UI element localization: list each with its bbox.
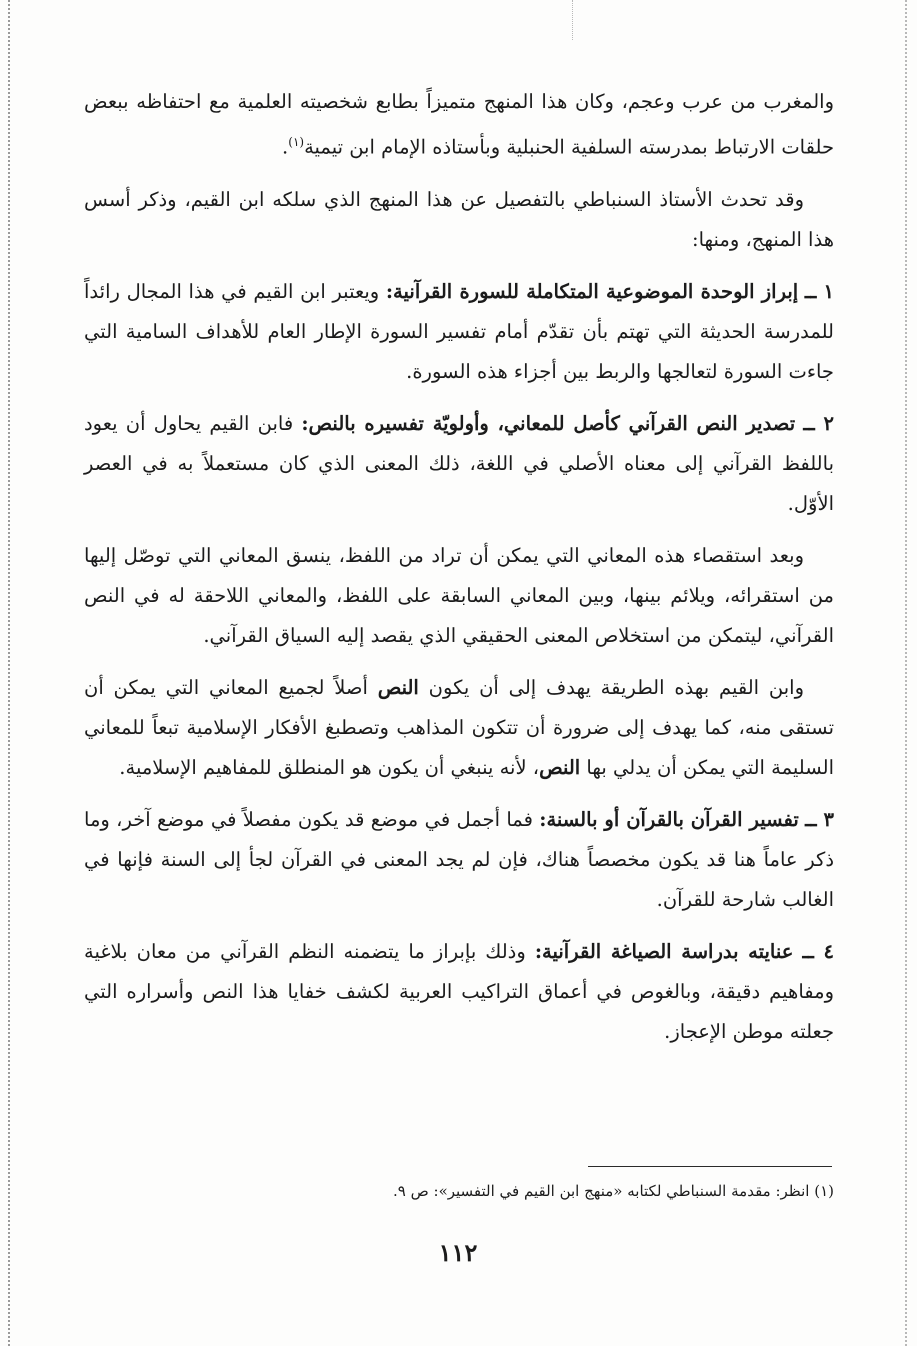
- footnote-marker: (١): [814, 1182, 834, 1200]
- paragraph-1-text: والمغرب من عرب وعجم، وكان هذا المنهج متميزاً بطابع شخصيته العلمية مع احتفاظه ببعض حلقات الارتباط بمدرسته السلفية الحنبلية وبأستاذه الإمام ابن تيمية: [84, 90, 834, 159]
- footnote: [84, 1178, 834, 1204]
- paragraph-point-3: [84, 800, 834, 920]
- paragraph-1-end: .: [282, 135, 289, 159]
- paragraph-2: وقد تحدث الأستاذ السنباطي بالتفصيل عن هذا المنهج الذي سلكه ابن القيم، وذكر أسس هذا المنهج، ومنها:: [84, 187, 834, 251]
- paragraph-5: وبعد استقصاء هذه المعاني التي يمكن أن تراد من اللفظ، ينسق المعاني التي توصّل إليها من استقرائه، ويلائم بينها، وبين المعاني السابقة على اللفظ، والمعاني اللاحقة له في النص القرآني، ليتمكن من استخلاص المعنى الحقيقي الذي يقصد إليه السياق القرآني.: [84, 543, 834, 647]
- point-3-number: ٣ ــ: [805, 807, 835, 831]
- footnote-text: انظر: مقدمة السنباطي لكتابه «منهج ابن القيم في التفسير»: ص ٩.: [393, 1182, 810, 1200]
- point-3-title: تفسير القرآن بالقرآن أو بالسنة:: [539, 807, 799, 831]
- paragraph-6-nas-2: النص: [539, 755, 581, 779]
- paragraph-1: [84, 82, 834, 168]
- paragraph-6-e: ، لأنه ينبغي أن يكون هو المنطلق للمفاهيم الإسلامية.: [119, 755, 540, 779]
- paragraph-point-1: [84, 272, 834, 392]
- point-4-number: ٤ ــ: [802, 939, 835, 963]
- point-2-title: تصدير النص القرآني كأصل للمعاني، وأولويّة تفسيره بالنص:: [301, 411, 796, 435]
- point-4-body: وذلك بإبراز ما يتضمنه النظم القرآني من معان بلاغية ومفاهيم دقيقة، وبالغوص في أعماق التراكيب العربية لكشف خفايا هذا النص وأسراره التي جعلته موطن الإعجاز.: [84, 939, 834, 1043]
- paragraph-point-2: [84, 404, 834, 524]
- point-4-title: عنايته بدراسة الصياغة القرآنية:: [534, 939, 794, 963]
- page-number: ١١٢: [438, 1238, 478, 1267]
- point-1-body: ويعتبر ابن القيم في هذا المجال رائداً للمدرسة الحديثة التي تهتم بأن تقدّم أمام تفسير السورة الإطار العام للأهداف السامية التي جاءت السورة لتعالجها والربط بين أجزاء هذه السورة.: [84, 279, 834, 383]
- paragraph-6-c: أصلاً لجميع المعاني التي يمكن أن تستقى منه، كما يهدف إلى ضرورة أن تتكون المذاهب وتصطبغ الأفكار الإسلامية تبعاً للمعاني السليمة التي يمكن أن يدلي بها: [84, 675, 834, 779]
- footnote-divider: [588, 1166, 832, 1167]
- point-2-number: ٢ ــ: [803, 411, 834, 435]
- scan-edge-left: [8, 0, 10, 1346]
- paragraph-6-a: وابن القيم بهذه الطريقة يهدف إلى أن يكون: [428, 675, 805, 699]
- paragraph-6-nas-1: النص: [377, 675, 419, 699]
- point-1-number: ١ ــ: [804, 279, 835, 303]
- body-text: [84, 82, 834, 1064]
- paragraph-point-4: [84, 932, 834, 1052]
- scan-edge-right: [905, 0, 907, 1346]
- footnote-ref: (١): [288, 135, 305, 149]
- point-1-title: إبراز الوحدة الموضوعية المتكاملة للسورة القرآنية:: [385, 279, 799, 303]
- scan-edge-top: [572, 0, 573, 40]
- paragraph-6: [84, 668, 834, 788]
- point-2-body: فابن القيم يحاول أن يعود باللفظ القرآني إلى معناه الأصلي في اللغة، ذلك المعنى الذي كان مستعملاً به في العصر الأوّل.: [84, 411, 834, 515]
- point-3-body: فما أجمل في موضع قد يكون مفصلاً في موضع آخر، وما ذكر عاماً هنا قد يكون مخصصاً هناك، فإن لم يجد المعنى في القرآن لجأ إلى السنة فإنها في الغالب شارحة للقرآن.: [84, 807, 834, 911]
